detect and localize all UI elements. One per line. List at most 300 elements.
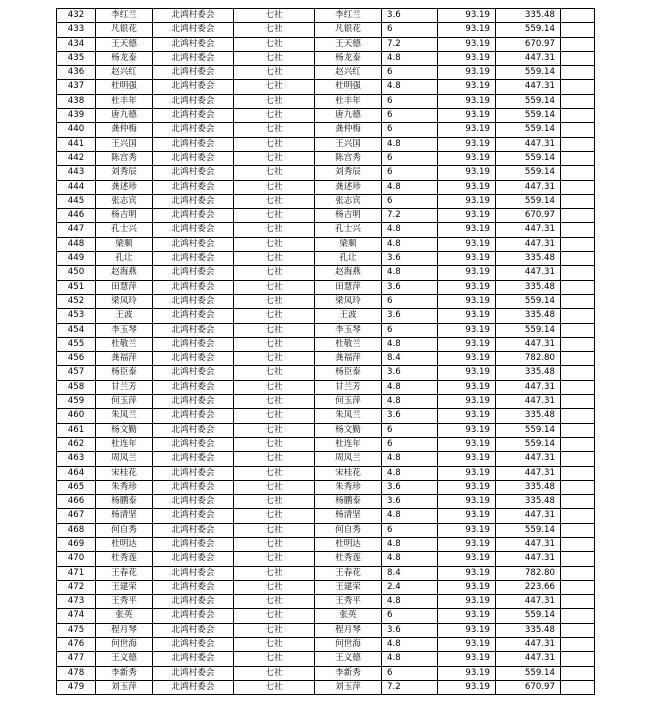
payee-cell: 杜秀莲 <box>315 552 382 566</box>
group-cell: 七社 <box>234 294 315 308</box>
group-cell: 七社 <box>234 652 315 666</box>
payee-cell: 赵兴红 <box>315 66 382 80</box>
village-cell: 北鸿村委会 <box>153 595 234 609</box>
amount-cell: 559.14 <box>496 151 561 165</box>
row-number: 447 <box>57 223 96 237</box>
name-cell: 朱凤兰 <box>96 409 153 423</box>
table-row <box>57 595 595 609</box>
price-cell: 93.19 <box>438 109 496 123</box>
village-cell: 北鸿村委会 <box>153 623 234 637</box>
area-cell: 3.6 <box>382 309 438 323</box>
area-cell: 4.8 <box>382 237 438 251</box>
row-number: 457 <box>57 366 96 380</box>
row-number: 438 <box>57 94 96 108</box>
note-cell <box>561 609 595 623</box>
name-cell: 张志宾 <box>96 194 153 208</box>
payee-cell: 何玉萍 <box>315 395 382 409</box>
note-cell <box>561 237 595 251</box>
area-cell: 4.8 <box>382 537 438 551</box>
area-cell: 6 <box>382 609 438 623</box>
price-cell: 93.19 <box>438 137 496 151</box>
table-row <box>57 638 595 652</box>
group-cell: 七社 <box>234 266 315 280</box>
payee-cell: 杜明强 <box>315 80 382 94</box>
village-cell: 北鸿村委会 <box>153 437 234 451</box>
group-cell: 七社 <box>234 337 315 351</box>
payee-cell: 刘玉萍 <box>315 680 382 694</box>
table-row <box>57 23 595 37</box>
row-number: 471 <box>57 566 96 580</box>
name-cell: 梁凤玲 <box>96 294 153 308</box>
payee-cell: 田慧萍 <box>315 280 382 294</box>
village-cell: 北鸿村委会 <box>153 123 234 137</box>
note-cell <box>561 323 595 337</box>
village-cell: 北鸿村委会 <box>153 680 234 694</box>
table-row <box>57 480 595 494</box>
table-row <box>57 623 595 637</box>
price-cell: 93.19 <box>438 652 496 666</box>
group-cell: 七社 <box>234 80 315 94</box>
note-cell <box>561 680 595 694</box>
payee-cell: 杨龙泰 <box>315 51 382 65</box>
amount-cell: 670.97 <box>496 680 561 694</box>
price-cell: 93.19 <box>438 609 496 623</box>
group-cell: 七社 <box>234 209 315 223</box>
price-cell: 93.19 <box>438 552 496 566</box>
amount-cell: 335.48 <box>496 366 561 380</box>
name-cell: 宋桂花 <box>96 466 153 480</box>
name-cell: 程月琴 <box>96 623 153 637</box>
name-cell: 龚仲梅 <box>96 123 153 137</box>
payee-cell: 周凤兰 <box>315 452 382 466</box>
area-cell: 7.2 <box>382 680 438 694</box>
table-row <box>57 223 595 237</box>
price-cell: 93.19 <box>438 437 496 451</box>
name-cell: 赵海燕 <box>96 266 153 280</box>
price-cell: 93.19 <box>438 180 496 194</box>
area-cell: 4.8 <box>382 80 438 94</box>
amount-cell: 559.14 <box>496 423 561 437</box>
amount-cell: 447.31 <box>496 237 561 251</box>
group-cell: 七社 <box>234 109 315 123</box>
price-cell: 93.19 <box>438 223 496 237</box>
name-cell: 王波 <box>96 309 153 323</box>
row-number: 440 <box>57 123 96 137</box>
row-number: 436 <box>57 66 96 80</box>
group-cell: 七社 <box>234 537 315 551</box>
row-number: 455 <box>57 337 96 351</box>
area-cell: 6 <box>382 23 438 37</box>
area-cell: 6 <box>382 151 438 165</box>
row-number: 474 <box>57 609 96 623</box>
amount-cell: 782.80 <box>496 566 561 580</box>
village-cell: 北鸿村委会 <box>153 638 234 652</box>
price-cell: 93.19 <box>438 80 496 94</box>
price-cell: 93.19 <box>438 466 496 480</box>
row-number: 460 <box>57 409 96 423</box>
note-cell <box>561 294 595 308</box>
area-cell: 6 <box>382 437 438 451</box>
row-number: 458 <box>57 380 96 394</box>
price-cell: 93.19 <box>438 566 496 580</box>
name-cell: 孔士兴 <box>96 223 153 237</box>
amount-cell: 447.31 <box>496 638 561 652</box>
name-cell: 唐九德 <box>96 109 153 123</box>
village-cell: 北鸿村委会 <box>153 509 234 523</box>
group-cell: 七社 <box>234 409 315 423</box>
note-cell <box>561 51 595 65</box>
table-row <box>57 366 595 380</box>
name-cell: 杜连年 <box>96 437 153 451</box>
group-cell: 七社 <box>234 666 315 680</box>
area-cell: 8.4 <box>382 352 438 366</box>
name-cell: 何自秀 <box>96 523 153 537</box>
row-number: 433 <box>57 23 96 37</box>
village-cell: 北鸿村委会 <box>153 209 234 223</box>
note-cell <box>561 466 595 480</box>
name-cell: 杜丰年 <box>96 94 153 108</box>
note-cell <box>561 180 595 194</box>
note-cell <box>561 395 595 409</box>
price-cell: 93.19 <box>438 337 496 351</box>
price-cell: 93.19 <box>438 94 496 108</box>
amount-cell: 447.31 <box>496 337 561 351</box>
area-cell: 6 <box>382 194 438 208</box>
amount-cell: 559.14 <box>496 66 561 80</box>
note-cell <box>561 151 595 165</box>
group-cell: 七社 <box>234 509 315 523</box>
price-cell: 93.19 <box>438 480 496 494</box>
village-cell: 北鸿村委会 <box>153 352 234 366</box>
note-cell <box>561 94 595 108</box>
row-number: 443 <box>57 166 96 180</box>
table-row <box>57 680 595 694</box>
village-cell: 北鸿村委会 <box>153 223 234 237</box>
group-cell: 七社 <box>234 309 315 323</box>
spreadsheet <box>56 8 594 695</box>
area-cell: 7.2 <box>382 209 438 223</box>
area-cell: 6 <box>382 123 438 137</box>
price-cell: 93.19 <box>438 123 496 137</box>
group-cell: 七社 <box>234 623 315 637</box>
village-cell: 北鸿村委会 <box>153 380 234 394</box>
price-cell: 93.19 <box>438 638 496 652</box>
payee-cell: 张志宾 <box>315 194 382 208</box>
area-cell: 4.8 <box>382 266 438 280</box>
note-cell <box>561 337 595 351</box>
area-cell: 4.8 <box>382 452 438 466</box>
area-cell: 7.2 <box>382 37 438 51</box>
price-cell: 93.19 <box>438 309 496 323</box>
table-row <box>57 380 595 394</box>
note-cell <box>561 223 595 237</box>
name-cell: 杨鹏泰 <box>96 495 153 509</box>
village-cell: 北鸿村委会 <box>153 180 234 194</box>
table-row <box>57 194 595 208</box>
amount-cell: 447.31 <box>496 509 561 523</box>
row-number: 478 <box>57 666 96 680</box>
area-cell: 4.8 <box>382 595 438 609</box>
area-cell: 6 <box>382 109 438 123</box>
payee-cell: 杜敬兰 <box>315 337 382 351</box>
amount-cell: 335.48 <box>496 623 561 637</box>
name-cell: 李玉琴 <box>96 323 153 337</box>
price-cell: 93.19 <box>438 352 496 366</box>
note-cell <box>561 580 595 594</box>
row-number: 461 <box>57 423 96 437</box>
note-cell <box>561 194 595 208</box>
village-cell: 北鸿村委会 <box>153 166 234 180</box>
area-cell: 4.8 <box>382 638 438 652</box>
note-cell <box>561 652 595 666</box>
payee-cell: 龚述珍 <box>315 180 382 194</box>
group-cell: 七社 <box>234 94 315 108</box>
row-number: 445 <box>57 194 96 208</box>
price-cell: 93.19 <box>438 51 496 65</box>
payee-cell: 朱秀珍 <box>315 480 382 494</box>
amount-cell: 335.48 <box>496 9 561 23</box>
table-row <box>57 66 595 80</box>
group-cell: 七社 <box>234 66 315 80</box>
row-number: 453 <box>57 309 96 323</box>
price-cell: 93.19 <box>438 580 496 594</box>
village-cell: 北鸿村委会 <box>153 395 234 409</box>
area-cell: 4.8 <box>382 509 438 523</box>
name-cell: 王春花 <box>96 566 153 580</box>
note-cell <box>561 352 595 366</box>
price-cell: 93.19 <box>438 509 496 523</box>
amount-cell: 447.31 <box>496 137 561 151</box>
payee-cell: 王兴国 <box>315 137 382 151</box>
name-cell: 杜明达 <box>96 537 153 551</box>
area-cell: 6 <box>382 66 438 80</box>
group-cell: 七社 <box>234 523 315 537</box>
amount-cell: 670.97 <box>496 37 561 51</box>
group-cell: 七社 <box>234 680 315 694</box>
note-cell <box>561 552 595 566</box>
amount-cell: 447.31 <box>496 395 561 409</box>
amount-cell: 335.48 <box>496 480 561 494</box>
group-cell: 七社 <box>234 252 315 266</box>
group-cell: 七社 <box>234 166 315 180</box>
price-cell: 93.19 <box>438 423 496 437</box>
village-cell: 北鸿村委会 <box>153 109 234 123</box>
table-row <box>57 437 595 451</box>
price-cell: 93.19 <box>438 266 496 280</box>
area-cell: 4.8 <box>382 380 438 394</box>
row-number: 444 <box>57 180 96 194</box>
village-cell: 北鸿村委会 <box>153 252 234 266</box>
area-cell: 3.6 <box>382 366 438 380</box>
payee-cell: 杨文勤 <box>315 423 382 437</box>
row-number: 464 <box>57 466 96 480</box>
village-cell: 北鸿村委会 <box>153 66 234 80</box>
payee-cell: 孔士兴 <box>315 223 382 237</box>
amount-cell: 335.48 <box>496 280 561 294</box>
note-cell <box>561 638 595 652</box>
name-cell: 张英 <box>96 609 153 623</box>
row-number: 465 <box>57 480 96 494</box>
price-cell: 93.19 <box>438 623 496 637</box>
payee-cell: 王春花 <box>315 566 382 580</box>
payee-cell: 龚仲梅 <box>315 123 382 137</box>
area-cell: 3.6 <box>382 480 438 494</box>
price-cell: 93.19 <box>438 495 496 509</box>
village-cell: 北鸿村委会 <box>153 151 234 165</box>
row-number: 439 <box>57 109 96 123</box>
row-number: 459 <box>57 395 96 409</box>
group-cell: 七社 <box>234 638 315 652</box>
village-cell: 北鸿村委会 <box>153 495 234 509</box>
name-cell: 杨吉明 <box>96 209 153 223</box>
village-cell: 北鸿村委会 <box>153 294 234 308</box>
row-number: 449 <box>57 252 96 266</box>
village-cell: 北鸿村委会 <box>153 337 234 351</box>
amount-cell: 335.48 <box>496 409 561 423</box>
village-cell: 北鸿村委会 <box>153 580 234 594</box>
village-cell: 北鸿村委会 <box>153 366 234 380</box>
row-number: 469 <box>57 537 96 551</box>
village-cell: 北鸿村委会 <box>153 137 234 151</box>
area-cell: 6 <box>382 523 438 537</box>
area-cell: 3.6 <box>382 409 438 423</box>
amount-cell: 335.48 <box>496 309 561 323</box>
village-cell: 北鸿村委会 <box>153 37 234 51</box>
table-row <box>57 166 595 180</box>
price-cell: 93.19 <box>438 209 496 223</box>
area-cell: 4.8 <box>382 137 438 151</box>
payee-cell: 何自秀 <box>315 523 382 537</box>
name-cell: 王建荣 <box>96 580 153 594</box>
group-cell: 七社 <box>234 151 315 165</box>
note-cell <box>561 137 595 151</box>
note-cell <box>561 37 595 51</box>
group-cell: 七社 <box>234 495 315 509</box>
row-number: 432 <box>57 9 96 23</box>
area-cell: 4.8 <box>382 552 438 566</box>
area-cell: 6 <box>382 323 438 337</box>
note-cell <box>561 366 595 380</box>
row-number: 454 <box>57 323 96 337</box>
table-row <box>57 537 595 551</box>
payee-cell: 程月琴 <box>315 623 382 637</box>
group-cell: 七社 <box>234 595 315 609</box>
group-cell: 七社 <box>234 37 315 51</box>
group-cell: 七社 <box>234 566 315 580</box>
amount-cell: 670.97 <box>496 209 561 223</box>
amount-cell: 559.14 <box>496 109 561 123</box>
area-cell: 3.6 <box>382 9 438 23</box>
group-cell: 七社 <box>234 51 315 65</box>
amount-cell: 559.14 <box>496 666 561 680</box>
row-number: 470 <box>57 552 96 566</box>
amount-cell: 447.31 <box>496 537 561 551</box>
village-cell: 北鸿村委会 <box>153 194 234 208</box>
price-cell: 93.19 <box>438 366 496 380</box>
note-cell <box>561 623 595 637</box>
table-row <box>57 495 595 509</box>
name-cell: 杨文勤 <box>96 423 153 437</box>
payee-cell: 张英 <box>315 609 382 623</box>
table-row <box>57 137 595 151</box>
name-cell: 刘玉萍 <box>96 680 153 694</box>
table-row <box>57 80 595 94</box>
payee-cell: 陈宫秀 <box>315 151 382 165</box>
amount-cell: 447.31 <box>496 652 561 666</box>
table-body <box>57 9 595 695</box>
group-cell: 七社 <box>234 23 315 37</box>
table-row <box>57 51 595 65</box>
table-row <box>57 37 595 51</box>
payee-cell: 刘秀辰 <box>315 166 382 180</box>
row-number: 472 <box>57 580 96 594</box>
amount-cell: 559.14 <box>496 23 561 37</box>
price-cell: 93.19 <box>438 323 496 337</box>
payee-cell: 孔让 <box>315 252 382 266</box>
payee-cell: 龚福萍 <box>315 352 382 366</box>
payee-cell: 梁凤玲 <box>315 294 382 308</box>
amount-cell: 447.31 <box>496 552 561 566</box>
data-table <box>56 8 595 695</box>
area-cell: 3.6 <box>382 623 438 637</box>
group-cell: 七社 <box>234 552 315 566</box>
row-number: 463 <box>57 452 96 466</box>
area-cell: 3.6 <box>382 280 438 294</box>
area-cell: 4.8 <box>382 466 438 480</box>
note-cell <box>561 9 595 23</box>
table-row <box>57 94 595 108</box>
row-number: 437 <box>57 80 96 94</box>
price-cell: 93.19 <box>438 237 496 251</box>
village-cell: 北鸿村委会 <box>153 537 234 551</box>
group-cell: 七社 <box>234 437 315 451</box>
table-row <box>57 123 595 137</box>
area-cell: 4.8 <box>382 223 438 237</box>
name-cell: 孔让 <box>96 252 153 266</box>
village-cell: 北鸿村委会 <box>153 237 234 251</box>
note-cell <box>561 80 595 94</box>
village-cell: 北鸿村委会 <box>153 552 234 566</box>
name-cell: 杜明强 <box>96 80 153 94</box>
table-row <box>57 109 595 123</box>
price-cell: 93.19 <box>438 523 496 537</box>
payee-cell: 朱凤兰 <box>315 409 382 423</box>
price-cell: 93.19 <box>438 680 496 694</box>
note-cell <box>561 309 595 323</box>
note-cell <box>561 409 595 423</box>
payee-cell: 李红兰 <box>315 9 382 23</box>
amount-cell: 447.31 <box>496 452 561 466</box>
payee-cell: 赵海燕 <box>315 266 382 280</box>
price-cell: 93.19 <box>438 409 496 423</box>
group-cell: 七社 <box>234 237 315 251</box>
table-row <box>57 452 595 466</box>
table-row <box>57 523 595 537</box>
name-cell: 李红兰 <box>96 9 153 23</box>
price-cell: 93.19 <box>438 537 496 551</box>
row-number: 476 <box>57 638 96 652</box>
row-number: 448 <box>57 237 96 251</box>
price-cell: 93.19 <box>438 23 496 37</box>
price-cell: 93.19 <box>438 66 496 80</box>
amount-cell: 447.31 <box>496 266 561 280</box>
name-cell: 朱秀珍 <box>96 480 153 494</box>
name-cell: 凡银花 <box>96 23 153 37</box>
row-number: 435 <box>57 51 96 65</box>
payee-cell: 李新秀 <box>315 666 382 680</box>
payee-cell: 杨吉明 <box>315 209 382 223</box>
table-row <box>57 252 595 266</box>
